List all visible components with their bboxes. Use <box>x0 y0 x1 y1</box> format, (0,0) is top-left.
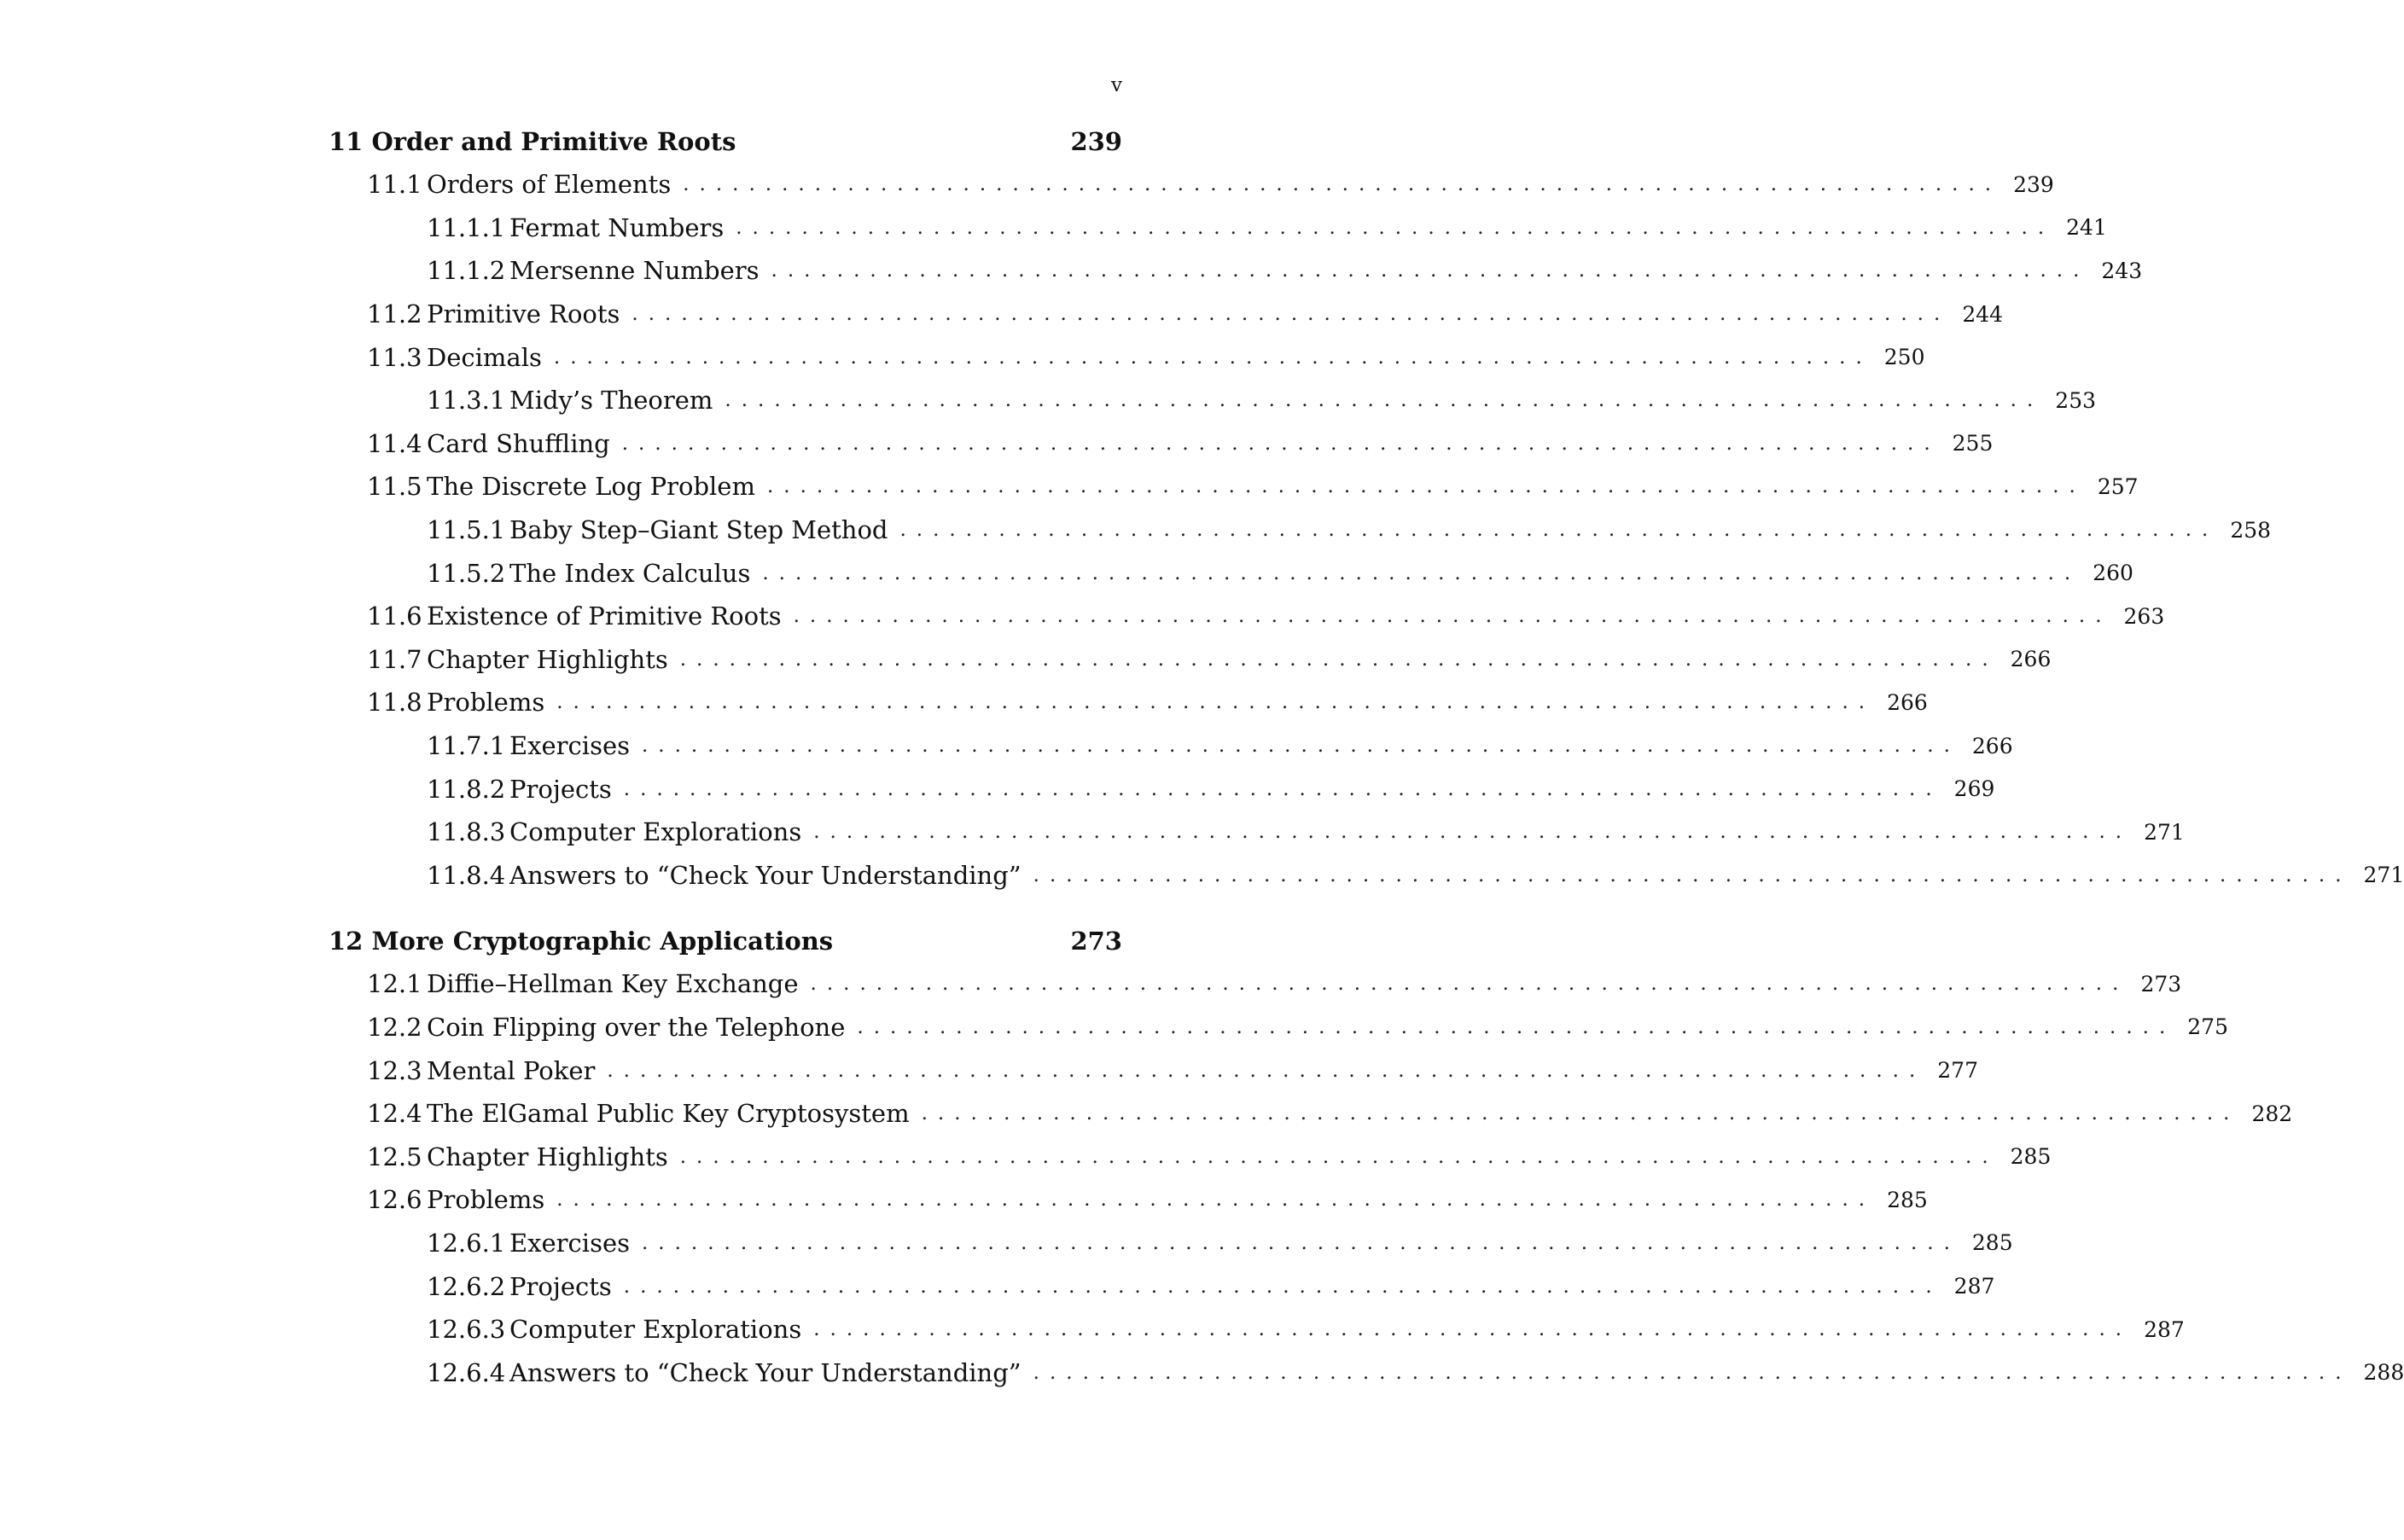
entry-title: Problems <box>427 688 545 718</box>
entry-page-number: 285 <box>1887 1187 1928 1212</box>
entry-number: 12.2 <box>367 1012 422 1042</box>
section-entry[interactable] <box>329 1006 2228 1049</box>
subsection-entry[interactable] <box>329 1264 1995 1308</box>
entry-page-number: 257 <box>2097 474 2139 499</box>
entry-page-number: 253 <box>2055 387 2097 413</box>
dot-leader: ................................................................................ <box>679 1145 1999 1168</box>
section-entry[interactable] <box>329 163 2054 206</box>
entry-page-number: 266 <box>2010 647 2052 672</box>
dot-leader: ................................................................................ <box>725 389 2044 412</box>
entry-number: 12.6 <box>367 1185 422 1215</box>
entry-page-number: 287 <box>1953 1274 1995 1299</box>
entry-page-number: 287 <box>2144 1316 2185 1342</box>
entry-number: 11.5.2 <box>427 558 506 588</box>
entry-page-number: 288 <box>2363 1360 2404 1386</box>
entry-number: 11.7 <box>367 644 422 674</box>
entry-number: 11.6 <box>367 601 422 631</box>
entry-page-number: 271 <box>2144 819 2185 845</box>
dot-leader: ................................................................................ <box>683 173 2002 196</box>
subsection-entry[interactable] <box>329 854 2404 898</box>
entry-title: Orders of Elements <box>427 170 672 200</box>
entry-number: 11.3.1 <box>427 386 506 416</box>
entry-page-number: 273 <box>2140 971 2182 997</box>
entry-page-number: 250 <box>1883 345 1925 370</box>
dot-leader: ................................................................................ <box>810 973 2129 996</box>
section-entry[interactable] <box>329 962 2182 1006</box>
entry-number: 11.8 <box>367 688 422 718</box>
entry-title: Projects <box>509 1271 612 1301</box>
dot-leader: ................................................................................ <box>736 216 2055 239</box>
entry-title: Midy’s Theorem <box>509 386 713 416</box>
entry-number: 11.5 <box>367 472 422 502</box>
entry-title: Decimals <box>427 342 542 372</box>
entry-number: 11.4 <box>367 428 422 458</box>
entry-page-number: 260 <box>2093 561 2133 586</box>
dot-leader: ................................................................................ <box>1033 863 2352 886</box>
entry-page-number: 285 <box>2010 1144 2052 1170</box>
entry-title: The Index Calculus <box>509 558 751 588</box>
entry-page-number: 285 <box>1971 1230 2013 1256</box>
entry-title: Diffie–Hellman Key Exchange <box>427 969 799 999</box>
entry-number: 12.5 <box>367 1142 422 1171</box>
entry-number: 11.1 <box>367 170 422 200</box>
subsection-entry[interactable] <box>329 1222 2013 1265</box>
dot-leader: ................................................................................ <box>813 1318 2133 1341</box>
toc-page <box>329 0 2404 1540</box>
entry-title: Mersenne Numbers <box>509 256 760 286</box>
section-entry[interactable] <box>329 422 1994 466</box>
entry-title: Exercises <box>509 1228 630 1258</box>
section-entry[interactable] <box>329 1049 1978 1092</box>
subsection-entry[interactable] <box>329 551 2133 595</box>
dot-leader: ................................................................................ <box>762 561 2081 584</box>
chapter-page-number: 273 <box>1070 926 1122 956</box>
entry-number: 11.1.2 <box>427 256 506 286</box>
entry-title: The Discrete Log Problem <box>427 472 755 502</box>
section-entry[interactable] <box>329 638 2052 682</box>
entry-number: 11.8.4 <box>427 860 506 890</box>
section-entry[interactable] <box>329 293 2004 336</box>
entry-title: Exercises <box>509 731 630 761</box>
entry-page-number: 241 <box>2066 215 2107 241</box>
dot-leader: ................................................................................ <box>813 821 2133 844</box>
entry-number: 11.5.1 <box>427 515 506 545</box>
entry-number: 11.8.3 <box>427 817 506 847</box>
entry-title: Problems <box>427 1185 545 1215</box>
entry-number: 12.6.3 <box>427 1315 506 1345</box>
entry-page-number: 269 <box>1953 776 1995 802</box>
entry-number: 12.6.2 <box>427 1271 506 1301</box>
subsection-entry[interactable] <box>329 1308 2185 1351</box>
dot-leader: ................................................................................ <box>621 432 1941 455</box>
dot-leader: ................................................................................ <box>632 303 1951 326</box>
entry-page-number: 239 <box>2013 171 2054 197</box>
entry-title: Chapter Highlights <box>427 1142 668 1171</box>
dot-leader: ................................................................................ <box>556 691 1876 714</box>
entry-title: Computer Explorations <box>509 1315 802 1345</box>
entry-page-number: 258 <box>2230 517 2272 543</box>
section-entry[interactable] <box>329 335 1925 379</box>
dot-leader: ................................................................................ <box>642 735 1960 758</box>
dot-leader: ................................................................................ <box>899 519 2219 542</box>
entry-page-number: 255 <box>1952 431 1994 456</box>
entry-number: 11.2 <box>367 299 422 329</box>
dot-leader: ................................................................................ <box>556 1188 1876 1212</box>
dot-leader: ................................................................................ <box>771 259 2090 282</box>
entry-page-number: 243 <box>2101 258 2143 283</box>
subsection-entry[interactable] <box>329 767 1995 811</box>
entry-page-number: 282 <box>2251 1101 2293 1126</box>
entry-number: 12.1 <box>367 969 422 999</box>
section-entry[interactable] <box>329 595 2165 638</box>
subsection-entry[interactable] <box>329 249 2143 293</box>
entry-page-number: 266 <box>1887 689 1928 715</box>
section-entry[interactable] <box>329 465 2139 508</box>
subsection-entry[interactable] <box>329 1351 2404 1394</box>
dot-leader: ................................................................................ <box>553 346 1872 369</box>
subsection-entry[interactable] <box>329 811 2185 854</box>
subsection-entry[interactable] <box>329 379 2097 422</box>
dot-leader: ................................................................................ <box>642 1231 1960 1254</box>
entry-title: Fermat Numbers <box>509 212 725 242</box>
dot-leader: ................................................................................ <box>1033 1361 2352 1384</box>
chapter-heading[interactable] <box>329 119 1122 163</box>
dot-leader: ................................................................................ <box>857 1015 2176 1038</box>
chapter-heading[interactable] <box>329 919 1122 962</box>
entry-title: Computer Explorations <box>509 817 802 847</box>
subsection-entry[interactable] <box>329 508 2272 552</box>
entry-page-number: 275 <box>2187 1014 2228 1040</box>
page-number: v <box>1111 74 1122 96</box>
entry-title: Projects <box>509 774 612 804</box>
entry-title: Card Shuffling <box>427 428 610 458</box>
chapter-page-number: 239 <box>1070 126 1122 156</box>
entry-title: Baby Step–Giant Step Method <box>509 515 888 545</box>
entry-title: The ElGamal Public Key Cryptosystem <box>427 1099 910 1129</box>
dot-leader: ................................................................................ <box>921 1102 2240 1125</box>
entry-page-number: 266 <box>1971 733 2013 758</box>
entry-title: Answers to “Check Your Understanding” <box>509 1357 1022 1387</box>
dot-leader: ................................................................................ <box>623 1275 1942 1298</box>
dot-leader: ................................................................................ <box>766 475 2086 498</box>
chapter-title: 12 More Cryptographic Applications <box>329 926 834 956</box>
entry-title: Coin Flipping over the Telephone <box>427 1012 846 1042</box>
subsection-entry[interactable] <box>329 724 2013 768</box>
dot-leader: ................................................................................ <box>623 777 1942 800</box>
entry-page-number: 263 <box>2123 603 2165 629</box>
entry-number: 11.7.1 <box>427 731 506 761</box>
entry-number: 11.3 <box>367 342 422 372</box>
entry-page-number: 271 <box>2363 863 2404 888</box>
table-of-contents <box>329 119 2404 1394</box>
entry-number: 12.4 <box>367 1099 422 1129</box>
subsection-entry[interactable] <box>329 206 2107 250</box>
dot-leader: ................................................................................ <box>793 605 2112 628</box>
entry-number: 11.1.1 <box>427 212 506 242</box>
entry-number: 12.3 <box>367 1055 422 1085</box>
section-entry[interactable] <box>329 1092 2293 1136</box>
dot-leader: ................................................................................ <box>607 1059 1926 1082</box>
section-entry[interactable] <box>329 681 1928 724</box>
section-entry[interactable] <box>329 1135 2052 1178</box>
entry-number: 12.6.4 <box>427 1357 506 1387</box>
entry-number: 11.8.2 <box>427 774 506 804</box>
dot-leader: ................................................................................ <box>679 648 1999 671</box>
entry-title: Chapter Highlights <box>427 644 668 674</box>
entry-title: Answers to “Check Your Understanding” <box>509 860 1022 890</box>
entry-page-number: 244 <box>1962 301 2004 327</box>
section-entry[interactable] <box>329 1178 1928 1222</box>
chapter-title: 11 Order and Primitive Roots <box>329 126 736 156</box>
entry-title: Mental Poker <box>427 1055 596 1085</box>
entry-title: Primitive Roots <box>427 299 620 329</box>
entry-title: Existence of Primitive Roots <box>427 601 782 631</box>
entry-page-number: 277 <box>1937 1058 1978 1084</box>
entry-number: 12.6.1 <box>427 1228 506 1258</box>
